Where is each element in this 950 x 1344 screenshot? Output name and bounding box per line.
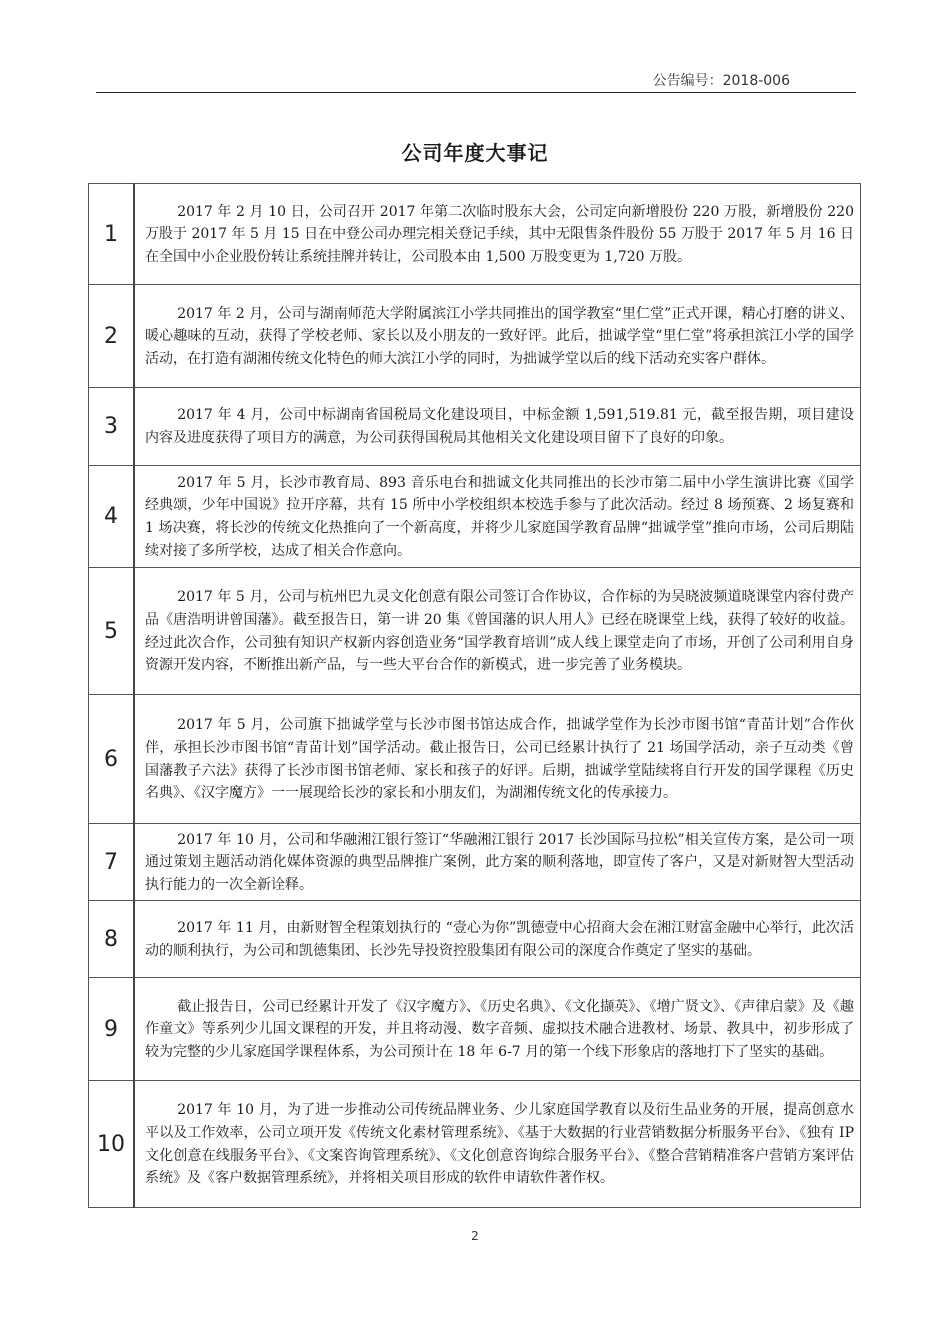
page-number: 2 [471, 1229, 479, 1243]
event-number: 1 [89, 184, 135, 285]
event-number: 4 [89, 466, 135, 568]
table-row [89, 901, 861, 978]
event-number: 7 [89, 824, 135, 901]
event-text: 2017 年 10 月，为了进一步推动公司传统品牌业务、少儿家庭国学教育以及衍生品业务的开展，提高创意水平以及工作效率，公司立项开发《传统文化素材管理系统》、《基于大数据的行业营销数据分析服务平台》、《独有 IP 文化创意在线服务平台》、《文案咨询管理系统》、《文化创意咨询综合服务平台》、《整合营销精准客户营销方案评估系统》及《客户数据管理系统》，并将相关项目形成的软件申请软件著作权。 [134, 1081, 861, 1208]
event-number: 3 [89, 388, 135, 466]
table-row [89, 978, 861, 1081]
table-row [89, 695, 861, 824]
event-number: 10 [89, 1081, 135, 1208]
event-text: 2017 年 5 月，公司旗下拙诚学堂与长沙市图书馆达成合作，拙诚学堂作为长沙市图书馆“青苗计划”合作伙伴，承担长沙市图书馆“青苗计划”国学活动。截止报告日，公司已经累计执行了 21 场国学活动，亲子互动类《曾国藩教子六法》获得了长沙市图书馆老师、家长和孩子的好评。后期，拙诚学堂陆续将自行开发的国学课程《历史名典》、《汉字魔方》一一展现给长沙的家长和小朋友们，为湖湘传统文化的传承接力。 [134, 695, 861, 824]
table-row [89, 285, 861, 388]
event-number: 6 [89, 695, 135, 824]
event-number: 5 [89, 568, 135, 695]
event-text: 2017 年 5 月，长沙市教育局、893 音乐电台和拙诚文化共同推出的长沙市第二届中小学生演讲比赛《国学经典颂，少年中国说》拉开序幕，共有 15 所中小学校组织本校选手参与了此次活动。经过 8 场预赛、2 场复赛和 1 场决赛，将长沙的传统文化热推向了一个新高度，并将少儿家庭国学教育品牌“拙诚学堂”推向市场，公司后期陆续对接了多所学校，达成了相关合作意向。 [134, 466, 861, 568]
event-text: 截止报告日，公司已经累计开发了《汉字魔方》、《历史名典》、《文化撷英》、《增广贤文》、《声律启蒙》及《趣作童文》等系列少儿国文课程的开发，并且将动漫、数字音频、虚拟技术融合进教材、场景、教具中，初步形成了较为完整的少儿家庭国学课程体系，为公司预计在 18 年 6-7 月的第一个线下形象店的落地打下了坚实的基础。 [134, 978, 861, 1081]
event-text: 2017 年 2 月，公司与湖南师范大学附属滨江小学共同推出的国学教室“里仁堂”正式开课，精心打磨的讲义、暖心趣味的互动，获得了学校老师、家长以及小朋友的一致好评。此后，拙诚学堂“里仁堂”将承担滨江小学的国学活动，在打造有湖湘传统文化特色的师大滨江小学的同时，为拙诚学堂以后的线下活动充实客户群体。 [134, 285, 861, 388]
table-row [89, 1081, 861, 1208]
page-title: 公司年度大事记 [401, 141, 549, 165]
table-row [89, 568, 861, 695]
table-row [89, 824, 861, 901]
table-row [89, 466, 861, 568]
events-table [88, 183, 861, 1208]
event-number: 9 [89, 978, 135, 1081]
event-text: 2017 年 4 月，公司中标湖南省国税局文化建设项目，中标金额 1,591,519.81 元，截至报告期，项目建设内容及进度获得了项目方的满意，为公司获得国税局其他相关文化建设项目留下了良好的印象。 [134, 388, 861, 466]
table-row [89, 388, 861, 466]
event-text: 2017 年 2 月 10 日，公司召开 2017 年第二次临时股东大会，公司定向新增股份 220 万股，新增股份 220 万股于 2017 年 5 月 15 日在中登公司办理完相关登记手续，其中无限售条件股份 55 万股于 2017 年 5 月 16 日在全国中小企业股份转让系统挂牌并转让，公司股本由 1,500 万股变更为 1,720 万股。 [134, 184, 861, 285]
announcement-code: 公告编号：2018-006 [652, 73, 790, 89]
event-text: 2017 年 5 月，公司与杭州巴九灵文化创意有限公司签订合作协议，合作标的为吴晓波频道晓课堂内容付费产品《唐浩明讲曾国藩》。截至报告日，第一讲 20 集《曾国藩的识人用人》已经在晓课堂上线，获得了较好的收益。经过此次合作，公司独有知识产权新内容创造业务“国学教育培训”成人线上课堂走向了市场，开创了公司利用自身资源开发内容，不断推出新产品，与一些大平台合作的新模式，进一步完善了业务模块。 [134, 568, 861, 695]
event-text: 2017 年 11 月，由新财智全程策划执行的 “壹心为你”凯德壹中心招商大会在湘江财富金融中心举行，此次活动的顺利执行，为公司和凯德集团、长沙先导投资控股集团有限公司的深度合作奠定了坚实的基础。 [134, 901, 861, 978]
event-number: 8 [89, 901, 135, 978]
event-number: 2 [89, 285, 135, 388]
header-divider [96, 92, 856, 93]
table-row [89, 184, 861, 285]
event-text: 2017 年 10 月，公司和华融湘江银行签订“华融湘江银行 2017 长沙国际马拉松”相关宣传方案，是公司一项通过策划主题活动消化媒体资源的典型品牌推广案例，此方案的顺利落地，即宣传了客户，又是对新财智大型活动执行能力的一次全新诠释。 [134, 824, 861, 901]
